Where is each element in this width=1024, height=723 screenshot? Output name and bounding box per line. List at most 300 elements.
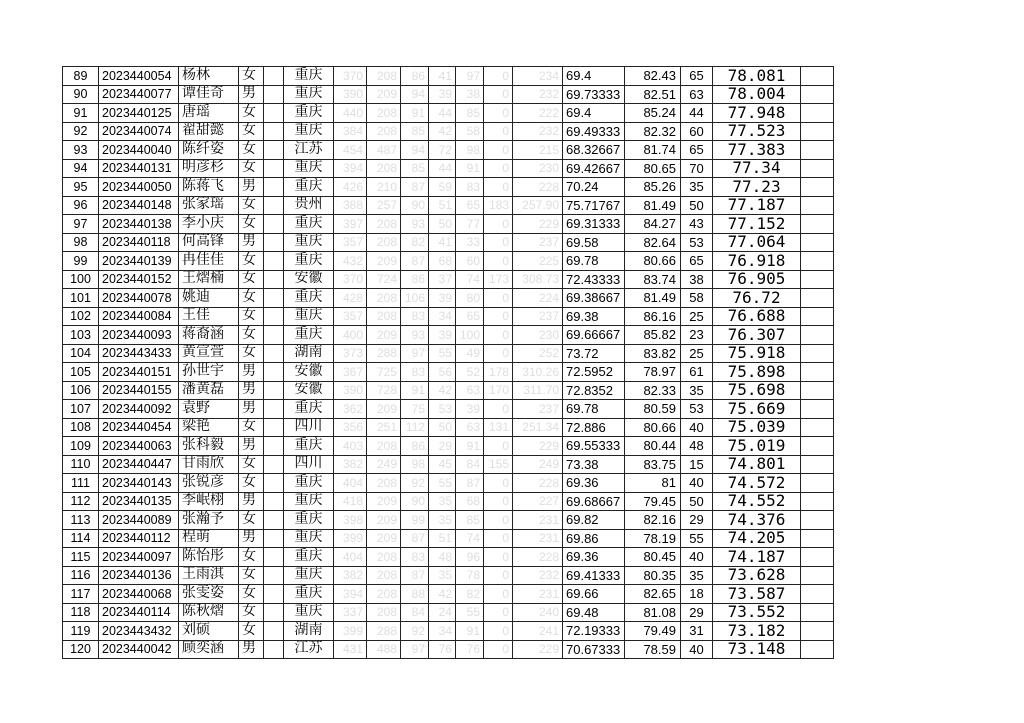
cell-faint-1[interactable]: 404 bbox=[334, 548, 367, 567]
cell-final-score[interactable]: 75.898 bbox=[713, 363, 801, 382]
cell-score-1[interactable]: 69.38667 bbox=[563, 289, 625, 308]
cell-faint-5[interactable]: 55 bbox=[456, 603, 484, 622]
cell-row-number[interactable]: 95 bbox=[63, 178, 99, 197]
cell-trailing-blank[interactable] bbox=[801, 141, 834, 160]
cell-gender[interactable]: 女 bbox=[239, 215, 264, 234]
cell-faint-1[interactable]: 418 bbox=[334, 492, 367, 511]
cell-score-3[interactable]: 25 bbox=[681, 344, 713, 363]
cell-faint-1[interactable]: 337 bbox=[334, 603, 367, 622]
cell-row-number[interactable]: 100 bbox=[63, 270, 99, 289]
cell-faint-6[interactable]: 0 bbox=[484, 566, 513, 585]
cell-score-3[interactable]: 70 bbox=[681, 159, 713, 178]
cell-student-id[interactable]: 2023440077 bbox=[99, 85, 179, 104]
cell-faint-2[interactable]: 257 bbox=[367, 196, 401, 215]
cell-faint-4[interactable]: 41 bbox=[429, 233, 456, 252]
cell-student-id[interactable]: 2023440143 bbox=[99, 474, 179, 493]
cell-score-3[interactable]: 63 bbox=[681, 85, 713, 104]
cell-gender[interactable]: 男 bbox=[239, 400, 264, 419]
cell-faint-5[interactable]: 84 bbox=[456, 455, 484, 474]
cell-score-1[interactable]: 72.8352 bbox=[563, 381, 625, 400]
cell-faint-4[interactable]: 24 bbox=[429, 603, 456, 622]
cell-blank[interactable] bbox=[264, 178, 284, 197]
cell-faint-6[interactable]: 131 bbox=[484, 418, 513, 437]
cell-gender[interactable]: 女 bbox=[239, 344, 264, 363]
cell-score-1[interactable]: 69.78 bbox=[563, 252, 625, 271]
cell-trailing-blank[interactable] bbox=[801, 252, 834, 271]
cell-faint-7[interactable]: 229 bbox=[513, 215, 563, 234]
cell-faint-7[interactable]: 251.34 bbox=[513, 418, 563, 437]
cell-faint-2[interactable]: 208 bbox=[367, 104, 401, 123]
cell-score-2[interactable]: 78.19 bbox=[625, 529, 681, 548]
cell-faint-1[interactable]: 370 bbox=[334, 67, 367, 86]
cell-blank[interactable] bbox=[264, 363, 284, 382]
cell-faint-2[interactable]: 728 bbox=[367, 381, 401, 400]
cell-faint-5[interactable]: 76 bbox=[456, 640, 484, 659]
cell-name[interactable]: 王佳 bbox=[179, 307, 239, 326]
cell-gender[interactable]: 女 bbox=[239, 67, 264, 86]
cell-faint-3[interactable]: 90 bbox=[401, 492, 429, 511]
cell-faint-4[interactable]: 34 bbox=[429, 307, 456, 326]
cell-final-score[interactable]: 73.148 bbox=[713, 640, 801, 659]
cell-gender[interactable]: 男 bbox=[239, 85, 264, 104]
cell-score-3[interactable]: 35 bbox=[681, 381, 713, 400]
cell-name[interactable]: 顾奕涵 bbox=[179, 640, 239, 659]
cell-trailing-blank[interactable] bbox=[801, 233, 834, 252]
cell-final-score[interactable]: 76.905 bbox=[713, 270, 801, 289]
cell-name[interactable]: 刘硕 bbox=[179, 622, 239, 641]
cell-final-score[interactable]: 77.152 bbox=[713, 215, 801, 234]
cell-gender[interactable]: 女 bbox=[239, 307, 264, 326]
cell-faint-7[interactable]: 231 bbox=[513, 585, 563, 604]
cell-faint-1[interactable]: 382 bbox=[334, 566, 367, 585]
cell-student-id[interactable]: 2023440054 bbox=[99, 67, 179, 86]
cell-blank[interactable] bbox=[264, 455, 284, 474]
cell-faint-3[interactable]: 97 bbox=[401, 640, 429, 659]
cell-name[interactable]: 张雯姿 bbox=[179, 585, 239, 604]
cell-faint-3[interactable]: 87 bbox=[401, 252, 429, 271]
cell-score-3[interactable]: 58 bbox=[681, 289, 713, 308]
cell-faint-4[interactable]: 68 bbox=[429, 252, 456, 271]
cell-row-number[interactable]: 103 bbox=[63, 326, 99, 345]
cell-blank[interactable] bbox=[264, 474, 284, 493]
cell-faint-5[interactable]: 65 bbox=[456, 196, 484, 215]
cell-name[interactable]: 潘黄磊 bbox=[179, 381, 239, 400]
cell-row-number[interactable]: 105 bbox=[63, 363, 99, 382]
cell-score-2[interactable]: 85.82 bbox=[625, 326, 681, 345]
cell-score-1[interactable]: 69.31333 bbox=[563, 215, 625, 234]
cell-faint-5[interactable]: 91 bbox=[456, 437, 484, 456]
cell-faint-7[interactable]: 237 bbox=[513, 233, 563, 252]
cell-score-3[interactable]: 50 bbox=[681, 196, 713, 215]
cell-faint-3[interactable]: 83 bbox=[401, 548, 429, 567]
cell-score-3[interactable]: 25 bbox=[681, 307, 713, 326]
cell-blank[interactable] bbox=[264, 603, 284, 622]
cell-name[interactable]: 陈秋熠 bbox=[179, 603, 239, 622]
cell-trailing-blank[interactable] bbox=[801, 566, 834, 585]
cell-blank[interactable] bbox=[264, 252, 284, 271]
cell-student-id[interactable]: 2023440040 bbox=[99, 141, 179, 160]
cell-gender[interactable]: 女 bbox=[239, 548, 264, 567]
cell-faint-7[interactable]: 230 bbox=[513, 159, 563, 178]
cell-faint-5[interactable]: 97 bbox=[456, 67, 484, 86]
cell-trailing-blank[interactable] bbox=[801, 344, 834, 363]
cell-faint-7[interactable]: 310.26 bbox=[513, 363, 563, 382]
cell-score-2[interactable]: 79.45 bbox=[625, 492, 681, 511]
cell-name[interactable]: 陈纤姿 bbox=[179, 141, 239, 160]
cell-blank[interactable] bbox=[264, 548, 284, 567]
cell-student-id[interactable]: 2023440454 bbox=[99, 418, 179, 437]
cell-blank[interactable] bbox=[264, 85, 284, 104]
cell-faint-6[interactable]: 0 bbox=[484, 252, 513, 271]
cell-faint-6[interactable]: 0 bbox=[484, 640, 513, 659]
cell-trailing-blank[interactable] bbox=[801, 622, 834, 641]
cell-score-2[interactable]: 83.75 bbox=[625, 455, 681, 474]
cell-faint-4[interactable]: 51 bbox=[429, 529, 456, 548]
cell-faint-6[interactable]: 0 bbox=[484, 492, 513, 511]
cell-gender[interactable]: 男 bbox=[239, 640, 264, 659]
cell-faint-2[interactable]: 209 bbox=[367, 252, 401, 271]
cell-province[interactable]: 重庆 bbox=[284, 529, 334, 548]
cell-province[interactable]: 重庆 bbox=[284, 326, 334, 345]
cell-faint-5[interactable]: 74 bbox=[456, 270, 484, 289]
cell-final-score[interactable]: 75.918 bbox=[713, 344, 801, 363]
cell-faint-5[interactable]: 58 bbox=[456, 122, 484, 141]
cell-blank[interactable] bbox=[264, 233, 284, 252]
cell-faint-6[interactable]: 183 bbox=[484, 196, 513, 215]
cell-student-id[interactable]: 2023440155 bbox=[99, 381, 179, 400]
cell-faint-1[interactable]: 398 bbox=[334, 511, 367, 530]
cell-faint-4[interactable]: 44 bbox=[429, 104, 456, 123]
cell-name[interactable]: 张家瑶 bbox=[179, 196, 239, 215]
cell-score-1[interactable]: 69.68667 bbox=[563, 492, 625, 511]
cell-faint-6[interactable]: 178 bbox=[484, 363, 513, 382]
cell-name[interactable]: 孙世宇 bbox=[179, 363, 239, 382]
cell-province[interactable]: 重庆 bbox=[284, 215, 334, 234]
cell-gender[interactable]: 男 bbox=[239, 529, 264, 548]
cell-blank[interactable] bbox=[264, 437, 284, 456]
cell-row-number[interactable]: 98 bbox=[63, 233, 99, 252]
cell-score-2[interactable]: 78.97 bbox=[625, 363, 681, 382]
cell-score-3[interactable]: 60 bbox=[681, 122, 713, 141]
cell-score-3[interactable]: 40 bbox=[681, 474, 713, 493]
cell-score-3[interactable]: 50 bbox=[681, 492, 713, 511]
cell-province[interactable]: 重庆 bbox=[284, 159, 334, 178]
cell-score-2[interactable]: 85.24 bbox=[625, 104, 681, 123]
cell-score-2[interactable]: 81.49 bbox=[625, 289, 681, 308]
cell-faint-1[interactable]: 426 bbox=[334, 178, 367, 197]
cell-name[interactable]: 姚迪 bbox=[179, 289, 239, 308]
cell-faint-3[interactable]: 87 bbox=[401, 529, 429, 548]
cell-faint-6[interactable]: 0 bbox=[484, 529, 513, 548]
cell-faint-1[interactable]: 432 bbox=[334, 252, 367, 271]
cell-final-score[interactable]: 77.383 bbox=[713, 141, 801, 160]
cell-blank[interactable] bbox=[264, 418, 284, 437]
cell-score-1[interactable]: 73.38 bbox=[563, 455, 625, 474]
cell-faint-5[interactable]: 100 bbox=[456, 326, 484, 345]
cell-score-2[interactable]: 81.74 bbox=[625, 141, 681, 160]
cell-faint-4[interactable]: 72 bbox=[429, 141, 456, 160]
cell-gender[interactable]: 女 bbox=[239, 474, 264, 493]
cell-faint-3[interactable]: 86 bbox=[401, 270, 429, 289]
cell-faint-3[interactable]: 87 bbox=[401, 178, 429, 197]
cell-faint-3[interactable]: 85 bbox=[401, 122, 429, 141]
cell-trailing-blank[interactable] bbox=[801, 196, 834, 215]
cell-province[interactable]: 重庆 bbox=[284, 289, 334, 308]
cell-score-3[interactable]: 31 bbox=[681, 622, 713, 641]
cell-score-2[interactable]: 80.59 bbox=[625, 400, 681, 419]
cell-student-id[interactable]: 2023440118 bbox=[99, 233, 179, 252]
cell-blank[interactable] bbox=[264, 215, 284, 234]
cell-trailing-blank[interactable] bbox=[801, 215, 834, 234]
cell-gender[interactable]: 女 bbox=[239, 270, 264, 289]
cell-province[interactable]: 重庆 bbox=[284, 104, 334, 123]
cell-final-score[interactable]: 73.587 bbox=[713, 585, 801, 604]
cell-faint-2[interactable]: 487 bbox=[367, 141, 401, 160]
cell-final-score[interactable]: 74.572 bbox=[713, 474, 801, 493]
cell-trailing-blank[interactable] bbox=[801, 492, 834, 511]
cell-final-score[interactable]: 75.698 bbox=[713, 381, 801, 400]
cell-blank[interactable] bbox=[264, 529, 284, 548]
cell-faint-5[interactable]: 74 bbox=[456, 529, 484, 548]
cell-faint-2[interactable]: 725 bbox=[367, 363, 401, 382]
cell-name[interactable]: 杨林 bbox=[179, 67, 239, 86]
cell-name[interactable]: 王熠楠 bbox=[179, 270, 239, 289]
cell-blank[interactable] bbox=[264, 381, 284, 400]
cell-province[interactable]: 重庆 bbox=[284, 307, 334, 326]
cell-row-number[interactable]: 102 bbox=[63, 307, 99, 326]
cell-name[interactable]: 陈怡彤 bbox=[179, 548, 239, 567]
cell-row-number[interactable]: 108 bbox=[63, 418, 99, 437]
cell-faint-3[interactable]: 91 bbox=[401, 381, 429, 400]
cell-faint-6[interactable]: 0 bbox=[484, 585, 513, 604]
cell-province[interactable]: 江苏 bbox=[284, 141, 334, 160]
cell-faint-7[interactable]: 311.70 bbox=[513, 381, 563, 400]
cell-blank[interactable] bbox=[264, 270, 284, 289]
cell-score-3[interactable]: 40 bbox=[681, 640, 713, 659]
cell-score-2[interactable]: 81.49 bbox=[625, 196, 681, 215]
cell-faint-5[interactable]: 60 bbox=[456, 252, 484, 271]
cell-score-1[interactable]: 69.49333 bbox=[563, 122, 625, 141]
cell-score-3[interactable]: 65 bbox=[681, 67, 713, 86]
cell-faint-3[interactable]: 98 bbox=[401, 455, 429, 474]
cell-faint-3[interactable]: 99 bbox=[401, 511, 429, 530]
cell-province[interactable]: 重庆 bbox=[284, 585, 334, 604]
cell-faint-4[interactable]: 35 bbox=[429, 492, 456, 511]
cell-blank[interactable] bbox=[264, 400, 284, 419]
cell-gender[interactable]: 女 bbox=[239, 622, 264, 641]
cell-faint-6[interactable]: 0 bbox=[484, 159, 513, 178]
cell-faint-3[interactable]: 85 bbox=[401, 159, 429, 178]
cell-faint-3[interactable]: 82 bbox=[401, 233, 429, 252]
cell-faint-2[interactable]: 209 bbox=[367, 511, 401, 530]
cell-student-id[interactable]: 2023440138 bbox=[99, 215, 179, 234]
cell-row-number[interactable]: 104 bbox=[63, 344, 99, 363]
cell-score-2[interactable]: 80.66 bbox=[625, 418, 681, 437]
cell-score-3[interactable]: 65 bbox=[681, 141, 713, 160]
cell-row-number[interactable]: 91 bbox=[63, 104, 99, 123]
cell-final-score[interactable]: 74.552 bbox=[713, 492, 801, 511]
cell-row-number[interactable]: 93 bbox=[63, 141, 99, 160]
cell-name[interactable]: 张瀚予 bbox=[179, 511, 239, 530]
cell-faint-7[interactable]: 215 bbox=[513, 141, 563, 160]
cell-score-1[interactable]: 72.886 bbox=[563, 418, 625, 437]
cell-student-id[interactable]: 2023440125 bbox=[99, 104, 179, 123]
cell-row-number[interactable]: 120 bbox=[63, 640, 99, 659]
cell-gender[interactable]: 男 bbox=[239, 437, 264, 456]
cell-faint-7[interactable]: 222 bbox=[513, 104, 563, 123]
cell-final-score[interactable]: 77.948 bbox=[713, 104, 801, 123]
cell-score-2[interactable]: 82.51 bbox=[625, 85, 681, 104]
cell-score-3[interactable]: 53 bbox=[681, 233, 713, 252]
cell-faint-7[interactable]: 229 bbox=[513, 437, 563, 456]
cell-faint-2[interactable]: 208 bbox=[367, 474, 401, 493]
cell-trailing-blank[interactable] bbox=[801, 400, 834, 419]
cell-province[interactable]: 安徽 bbox=[284, 363, 334, 382]
cell-faint-4[interactable]: 37 bbox=[429, 270, 456, 289]
cell-final-score[interactable]: 78.004 bbox=[713, 85, 801, 104]
cell-faint-2[interactable]: 208 bbox=[367, 307, 401, 326]
cell-row-number[interactable]: 119 bbox=[63, 622, 99, 641]
cell-trailing-blank[interactable] bbox=[801, 511, 834, 530]
cell-row-number[interactable]: 117 bbox=[63, 585, 99, 604]
cell-faint-4[interactable]: 42 bbox=[429, 585, 456, 604]
cell-province[interactable]: 四川 bbox=[284, 455, 334, 474]
cell-score-3[interactable]: 44 bbox=[681, 104, 713, 123]
cell-province[interactable]: 重庆 bbox=[284, 437, 334, 456]
cell-faint-5[interactable]: 78 bbox=[456, 566, 484, 585]
cell-name[interactable]: 袁野 bbox=[179, 400, 239, 419]
cell-score-2[interactable]: 83.82 bbox=[625, 344, 681, 363]
cell-trailing-blank[interactable] bbox=[801, 381, 834, 400]
cell-faint-7[interactable]: 234 bbox=[513, 67, 563, 86]
cell-student-id[interactable]: 2023440447 bbox=[99, 455, 179, 474]
cell-student-id[interactable]: 2023440074 bbox=[99, 122, 179, 141]
cell-final-score[interactable]: 74.376 bbox=[713, 511, 801, 530]
cell-name[interactable]: 张科毅 bbox=[179, 437, 239, 456]
cell-trailing-blank[interactable] bbox=[801, 585, 834, 604]
cell-row-number[interactable]: 96 bbox=[63, 196, 99, 215]
cell-faint-6[interactable]: 0 bbox=[484, 400, 513, 419]
cell-name[interactable]: 李小庆 bbox=[179, 215, 239, 234]
cell-score-2[interactable]: 80.65 bbox=[625, 159, 681, 178]
cell-faint-1[interactable]: 440 bbox=[334, 104, 367, 123]
cell-faint-1[interactable]: 367 bbox=[334, 363, 367, 382]
cell-student-id[interactable]: 2023443432 bbox=[99, 622, 179, 641]
cell-row-number[interactable]: 115 bbox=[63, 548, 99, 567]
cell-final-score[interactable]: 73.628 bbox=[713, 566, 801, 585]
cell-faint-4[interactable]: 44 bbox=[429, 159, 456, 178]
cell-faint-7[interactable]: 228 bbox=[513, 474, 563, 493]
cell-gender[interactable]: 女 bbox=[239, 326, 264, 345]
cell-trailing-blank[interactable] bbox=[801, 104, 834, 123]
cell-student-id[interactable]: 2023440093 bbox=[99, 326, 179, 345]
cell-faint-1[interactable]: 384 bbox=[334, 122, 367, 141]
cell-faint-4[interactable]: 35 bbox=[429, 566, 456, 585]
cell-score-1[interactable]: 69.58 bbox=[563, 233, 625, 252]
cell-score-3[interactable]: 18 bbox=[681, 585, 713, 604]
cell-student-id[interactable]: 2023440092 bbox=[99, 400, 179, 419]
cell-row-number[interactable]: 92 bbox=[63, 122, 99, 141]
cell-blank[interactable] bbox=[264, 492, 284, 511]
cell-province[interactable]: 重庆 bbox=[284, 511, 334, 530]
cell-faint-3[interactable]: 90 bbox=[401, 196, 429, 215]
cell-province[interactable]: 重庆 bbox=[284, 400, 334, 419]
cell-faint-1[interactable]: 356 bbox=[334, 418, 367, 437]
cell-faint-2[interactable]: 208 bbox=[367, 437, 401, 456]
cell-faint-6[interactable]: 170 bbox=[484, 381, 513, 400]
cell-faint-5[interactable]: 77 bbox=[456, 215, 484, 234]
cell-blank[interactable] bbox=[264, 344, 284, 363]
cell-trailing-blank[interactable] bbox=[801, 326, 834, 345]
cell-faint-7[interactable]: 224 bbox=[513, 289, 563, 308]
cell-blank[interactable] bbox=[264, 511, 284, 530]
cell-faint-3[interactable]: 86 bbox=[401, 67, 429, 86]
cell-faint-2[interactable]: 208 bbox=[367, 548, 401, 567]
cell-faint-5[interactable]: 68 bbox=[456, 492, 484, 511]
cell-blank[interactable] bbox=[264, 289, 284, 308]
cell-score-1[interactable]: 69.38 bbox=[563, 307, 625, 326]
cell-faint-1[interactable]: 373 bbox=[334, 344, 367, 363]
cell-score-1[interactable]: 72.19333 bbox=[563, 622, 625, 641]
cell-faint-3[interactable]: 97 bbox=[401, 344, 429, 363]
cell-score-1[interactable]: 70.67333 bbox=[563, 640, 625, 659]
cell-student-id[interactable]: 2023440136 bbox=[99, 566, 179, 585]
cell-faint-2[interactable]: 208 bbox=[367, 289, 401, 308]
cell-student-id[interactable]: 2023440152 bbox=[99, 270, 179, 289]
cell-trailing-blank[interactable] bbox=[801, 159, 834, 178]
cell-name[interactable]: 明彦杉 bbox=[179, 159, 239, 178]
cell-faint-5[interactable]: 63 bbox=[456, 381, 484, 400]
cell-name[interactable]: 王雨淇 bbox=[179, 566, 239, 585]
cell-faint-3[interactable]: 87 bbox=[401, 566, 429, 585]
cell-name[interactable]: 何高锋 bbox=[179, 233, 239, 252]
cell-faint-1[interactable]: 454 bbox=[334, 141, 367, 160]
cell-score-2[interactable]: 83.74 bbox=[625, 270, 681, 289]
cell-faint-1[interactable]: 399 bbox=[334, 529, 367, 548]
cell-faint-3[interactable]: 93 bbox=[401, 326, 429, 345]
cell-faint-4[interactable]: 39 bbox=[429, 326, 456, 345]
cell-faint-5[interactable]: 96 bbox=[456, 548, 484, 567]
cell-gender[interactable]: 女 bbox=[239, 104, 264, 123]
cell-score-1[interactable]: 69.86 bbox=[563, 529, 625, 548]
cell-score-2[interactable]: 82.33 bbox=[625, 381, 681, 400]
cell-faint-7[interactable]: 237 bbox=[513, 307, 563, 326]
cell-faint-7[interactable]: 257.90 bbox=[513, 196, 563, 215]
cell-score-3[interactable]: 35 bbox=[681, 178, 713, 197]
cell-student-id[interactable]: 2023440089 bbox=[99, 511, 179, 530]
cell-name[interactable]: 张锐彦 bbox=[179, 474, 239, 493]
cell-faint-2[interactable]: 208 bbox=[367, 585, 401, 604]
cell-faint-7[interactable]: 237 bbox=[513, 400, 563, 419]
cell-trailing-blank[interactable] bbox=[801, 418, 834, 437]
cell-final-score[interactable]: 77.187 bbox=[713, 196, 801, 215]
cell-blank[interactable] bbox=[264, 196, 284, 215]
cell-student-id[interactable]: 2023440084 bbox=[99, 307, 179, 326]
cell-faint-6[interactable]: 0 bbox=[484, 122, 513, 141]
cell-row-number[interactable]: 110 bbox=[63, 455, 99, 474]
cell-trailing-blank[interactable] bbox=[801, 67, 834, 86]
cell-score-2[interactable]: 85.26 bbox=[625, 178, 681, 197]
cell-row-number[interactable]: 99 bbox=[63, 252, 99, 271]
cell-blank[interactable] bbox=[264, 622, 284, 641]
cell-name[interactable]: 唐瑶 bbox=[179, 104, 239, 123]
cell-faint-6[interactable]: 0 bbox=[484, 326, 513, 345]
cell-student-id[interactable]: 2023440139 bbox=[99, 252, 179, 271]
cell-score-1[interactable]: 68.32667 bbox=[563, 141, 625, 160]
cell-faint-5[interactable]: 39 bbox=[456, 400, 484, 419]
cell-province[interactable]: 重庆 bbox=[284, 603, 334, 622]
cell-name[interactable]: 蒋裔涵 bbox=[179, 326, 239, 345]
